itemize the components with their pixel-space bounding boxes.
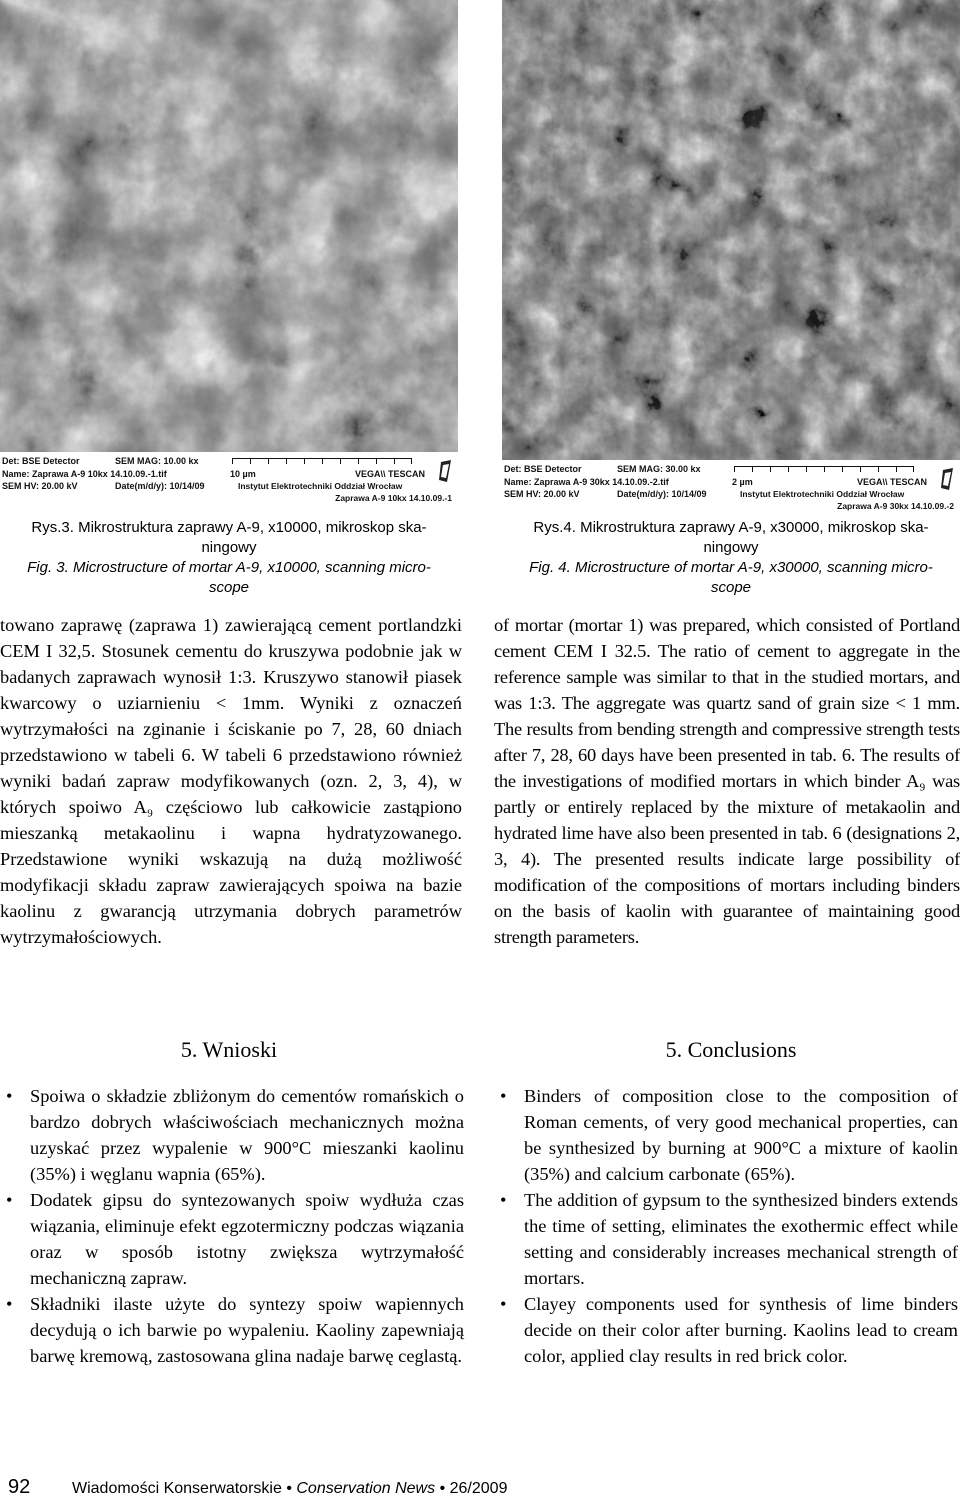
list-item: [0, 1291, 464, 1369]
caption-en-line-1: Fig. 3. Microstructure of mortar A-9, x10000, scanning micro-: [27, 559, 431, 576]
image-name-label: Zaprawa A-9 30kx 14.10.09.-2: [837, 501, 954, 511]
file-name-label: Name: Zaprawa A-9 30kx 14.10.09.-2.tif: [504, 477, 669, 487]
bullet-icon: •: [500, 1086, 507, 1106]
file-name-label: Name: Zaprawa A-9 10kx 14.10.09.-1.tif: [2, 469, 167, 479]
sem-info-bar: [0, 452, 458, 505]
list-item-text: Dodatek gipsu do syntezowanych spoiw wydłuża czas wiązania, eliminuje efekt egzotermiczny podczas wiązania oraz w sposób istotny zwiększa wytrzymałość mechaniczną zapraw.: [30, 1190, 464, 1288]
scale-bar: [232, 458, 412, 467]
institute-label: Instytut Elektrotechniki Oddział Wrocław: [238, 481, 403, 491]
image-name-label: Zaprawa A-9 10kx 14.10.09.-1: [335, 493, 452, 503]
list-item: [0, 1083, 464, 1187]
voltage-label: SEM HV: 20.00 kV: [2, 481, 78, 491]
journal-title: [72, 1480, 507, 1498]
caption-pl-line-1: Rys.3. Mikrostruktura zaprawy A-9, x10000, mikroskop ska-: [31, 519, 427, 536]
tescan-logo-icon: [438, 460, 452, 482]
body-text-pl: towano zaprawę (zaprawa 1) zawierającą cement portlandzki CEM I 32,5. Stosunek cementu do kruszywa podobnie jak w badanych zaprawach wynosił 1:3. Kruszywo stanowił piasek kwarcowy o uziarnieniu < 1mm. Wyniki z oznaczeń wytrzymałości na zginanie i ściskanie po 7, 28, 60 dniach przedstawiono w tabeli 6. W tabeli 6 przedstawiono również wyniki badań zapraw modyfikowanych (ozn. 2, 3, 4), w których spoiwo A₉ częściowo lub całkowicie zastąpiono mieszanką metakaolinu i wapna hydratyzowanego. Przedstawione wyniki wskazują na dużą możliwość modyfikacji składu zapraw zawierających spoiwa na bazie kaolinu z gwarancją utrzymania dobrych parametrów wytrzymałościowych.: [0, 615, 462, 947]
magnification-label: SEM MAG: 30.00 kx: [617, 464, 701, 474]
list-item: [0, 1187, 464, 1291]
body-text-en: of mortar (mortar 1) was prepared, which consisted of Portland cement CEM I 32.5. The ratio of cement to aggregate in the reference sample was similar to that in the studied mortars, and was 1:3. The aggregate was quartz sand of grain size < 1 mm. The results from bending strength and compressive strength tests after 7, 28, 60 days have been presented in tab. 6. The results of the investigations of modified mortars in which binder A₉ was partly or entirely replaced by the mixture of metakaolin and hydrated lime have also been presented in tab. 6 (designations 2, 3, 4). The presented results indicate large possibility of modification of the compositions of mortars including binders on the basis of kaolin with guarantee of maintaining good strength parameters.: [494, 615, 960, 947]
list-item-text: Składniki ilaste użyte do syntezy spoiw wapiennych decydują o ich barwie po wypaleniu. Kaoliny zapewniają barwę kremową, zastosowana glina nadaje barwę ceglastą.: [30, 1294, 464, 1366]
vendor-label: VEGA\\ TESCAN: [857, 477, 928, 487]
bullet-icon: •: [6, 1190, 13, 1210]
section-heading-en: 5. Conclusions: [665, 1037, 797, 1062]
caption-en-line-1: Fig. 4. Microstructure of mortar A-9, x30000, scanning micro-: [529, 559, 933, 576]
vendor-label: VEGA\\ TESCAN: [355, 469, 426, 479]
scale-label: 2 µm: [732, 477, 753, 487]
list-item: [494, 1083, 958, 1187]
caption-pl-line-1: Rys.4. Mikrostruktura zaprawy A-9, x30000, mikroskop ska-: [533, 519, 929, 536]
voltage-label: SEM HV: 20.00 kV: [504, 489, 580, 499]
issue-number: 26/2009: [449, 1480, 508, 1497]
bullet-icon: •: [500, 1190, 507, 1210]
list-item: [494, 1291, 958, 1369]
caption-pl-line-2: ningowy: [201, 539, 257, 556]
bullet-icon: •: [6, 1086, 13, 1106]
figure-3-caption: [0, 518, 458, 598]
bullet-icon: •: [6, 1294, 13, 1314]
page-footer: [0, 1472, 960, 1500]
date-label: Date(m/d/y): 10/14/09: [115, 481, 205, 491]
sem-micrograph-fig4: [502, 0, 960, 513]
conclusions-list-en: [494, 1083, 958, 1369]
bullet-icon: •: [500, 1294, 507, 1314]
list-item-text: Spoiwa o składzie zbliżonym do cementów romańskich o bardzo dobrych właściwościach mechanicznych można uzyskać przez wypalenie w 900°C mieszanki kaolinu (35%) i węglanu wapnia (65%).: [30, 1086, 464, 1184]
list-item-text: Binders of composition close to the composition of Roman cements, of very good mechanical properties, can be synthesized by burning at 900°C a mixture of kaolin (35%) and calcium carbonate (65%).: [524, 1086, 958, 1184]
sem-micrograph-fig3: [0, 0, 458, 505]
list-item-text: Clayey components used for synthesis of lime binders decide on their color after burning. Kaolins lead to cream color, applied clay results in red brick color.: [524, 1294, 958, 1366]
separator-dot: •: [439, 1480, 446, 1497]
caption-pl-line-2: ningowy: [703, 539, 759, 556]
date-label: Date(m/d/y): 10/14/09: [617, 489, 707, 499]
journal-title-pl: Wiadomości Konserwatorskie: [72, 1480, 282, 1497]
journal-title-en: Conservation News: [296, 1480, 436, 1497]
tescan-logo-icon: [940, 468, 954, 490]
micrograph-texture: [502, 0, 960, 460]
conclusions-list-pl: [0, 1083, 464, 1369]
separator-dot: •: [286, 1480, 292, 1497]
list-item: [494, 1187, 958, 1291]
detector-label: Det: BSE Detector: [2, 456, 80, 466]
sem-info-bar: [502, 460, 960, 513]
scale-label: 10 µm: [230, 469, 256, 479]
caption-en-line-2: scope: [710, 579, 752, 596]
page-number: 92: [8, 1476, 31, 1498]
section-heading-pl: 5. Wnioski: [180, 1037, 278, 1062]
institute-label: Instytut Elektrotechniki Oddział Wrocław: [740, 489, 905, 499]
scale-bar: [734, 466, 914, 475]
figure-4-caption: [502, 518, 960, 598]
detector-label: Det: BSE Detector: [504, 464, 582, 474]
caption-en-line-2: scope: [208, 579, 250, 596]
list-item-text: The addition of gypsum to the synthesized binders extends the time of setting, eliminates the exothermic effect while setting and considerably increases mechanical strength of mortars.: [524, 1190, 958, 1288]
micrograph-texture: [0, 0, 458, 452]
magnification-label: SEM MAG: 10.00 kx: [115, 456, 199, 466]
